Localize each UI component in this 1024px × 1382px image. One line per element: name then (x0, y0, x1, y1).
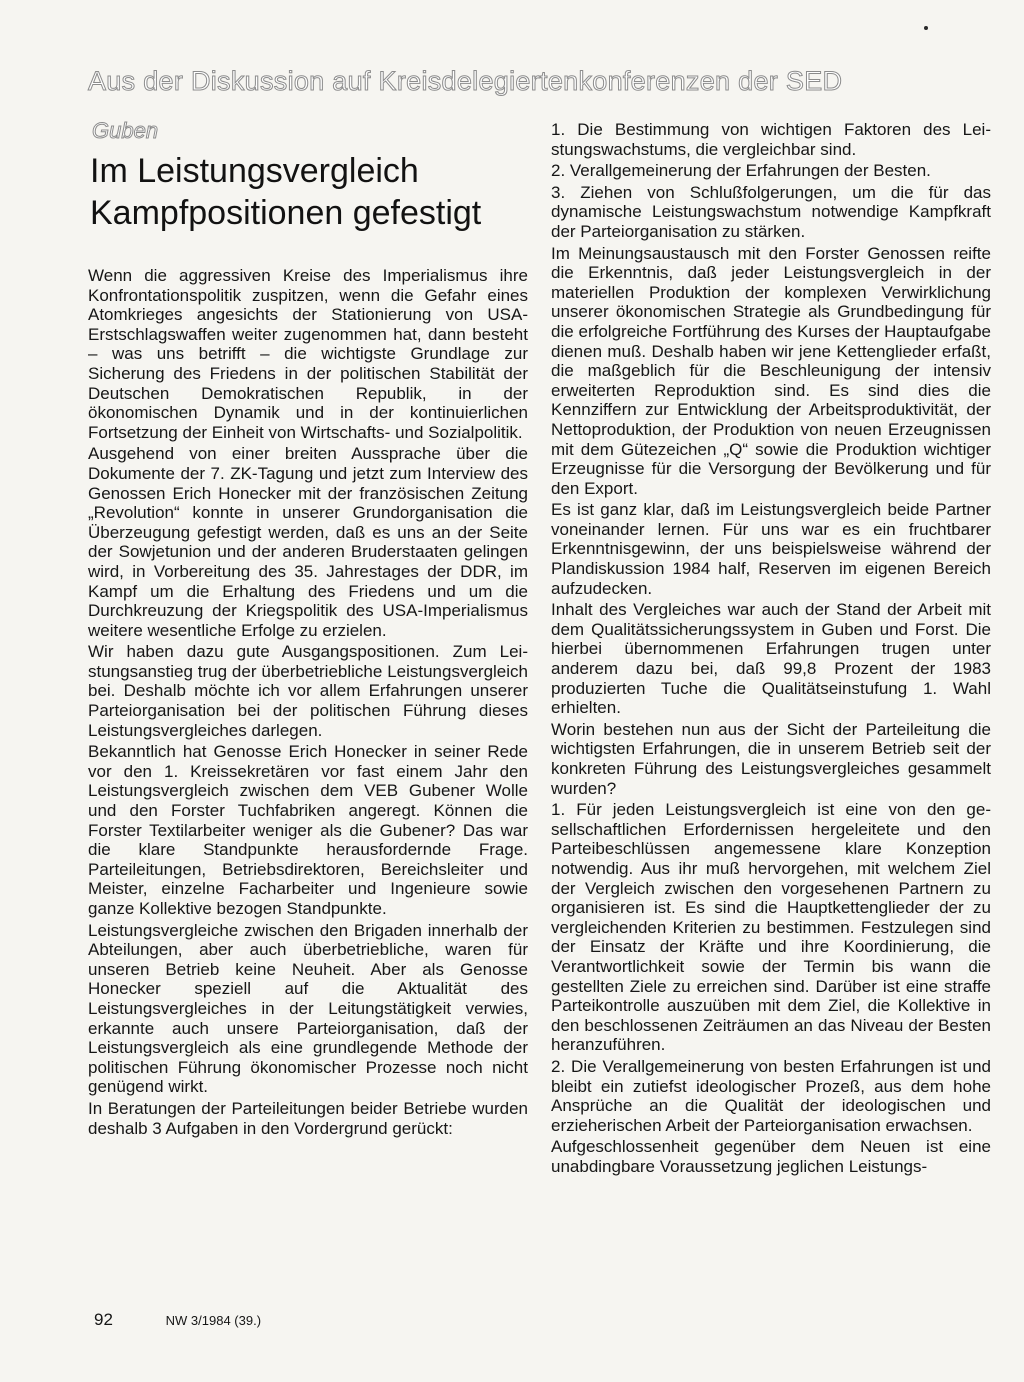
paragraph: Leistungsvergleiche zwischen den Brigaden innerhalb der Abteilungen, aber auch überbetriebliche, waren für unseren Betrieb keine Neuheit. Aber als Genosse Honecker speziell auf die Aktualität des Leistungsvergleiches in der Leitungstätigkeit verwies, erkannte auch unsere Parteiorganisation, daß der Leistungsvergleich als eine grundlegende Methode der politischen Führung ökonomischer Prozesse noch nicht genügend wirkt. (88, 920, 528, 1097)
list-item: 3. Ziehen von Schlußfolgerungen, um die für das dynamische Leistungswachstum notwendige Kampfkraft der Parteiorganisation zu stärken. (551, 182, 991, 241)
article-headline (90, 150, 540, 234)
headline-line-2: Kampfpositionen gefestigt (90, 194, 482, 232)
paragraph: Worin bestehen nun aus der Sicht der Parteileitung die wichtigsten Erfahrungen, die in unserem Betrieb seit der konkreten Führung des Leistungsvergleiches gesammelt wurden? (551, 719, 991, 798)
list-item: 2. Verallgemeinerung der Erfahrungen der Besten. (551, 161, 931, 181)
issue-reference: NW 3/1984 (39.) (165, 1313, 262, 1328)
paragraph: Inhalt des Vergleiches war auch der Stand der Arbeit mit dem Qualitätssicherungssystem in Guben und Forst. Die hierbei übernommenen Erfahrungen trugen unter anderem dazu bei, daß 99,8 Prozent der 1983 produzierten Tuche die Qualitätseinstufung 1. Wahl erhielten. (551, 600, 991, 718)
dateline-city: Guben (92, 118, 159, 143)
page-footer (94, 1310, 261, 1330)
list-item: 1. Die Bestimmung von wichtigen Faktoren des Leistungswachstums, die vergleichbar sind. (551, 120, 991, 159)
section-kicker: Aus der Diskussion auf Kreisdelegiertenkonferenzen der SED (88, 66, 843, 96)
left-text-column (88, 266, 528, 1140)
page-number: 92 (94, 1310, 113, 1329)
paragraph: Aufgeschlossenheit gegenüber dem Neuen ist eine unabdingbare Voraussetzung jeglichen Leistungs- (551, 1137, 991, 1176)
paragraph: Ausgehend von einer breiten Aussprache über die Dokumente der 7. ZK-Tagung und jetzt zum Interview des Genossen Erich Honecker mit der französischen Zeitung „Revolution“ konnte in unserer Grundorganisation die Überzeugung gefestigt werden, daß es uns an der Seite der Sowjetunion und der anderen Bruderstaaten gelingen wird, in Vorbereitung des 35. Jahrestages der DDR, im Kampf um die Erhaltung des Friedens und um die Durchkreuzung der Kriegspolitik des USA-Imperialismus weitere wesentliche Erfolge zu erzielen. (88, 444, 528, 640)
print-speck (924, 26, 928, 30)
paragraph: Wir haben dazu gute Ausgangspositionen. Zum Leistungsanstieg trug der überbetriebliche Leistungsvergleich bei. Deshalb möchte ich vor allem Erfahrungen unserer Parteiorganisation bei der politischen Führung dieses Leistungsvergleiches darlegen. (88, 642, 528, 740)
paragraph: Es ist ganz klar, daß im Leistungsvergleich beide Partner voneinander lernen. Für uns war es ein fruchtbarer Erkenntnisgewinn, der uns beispielsweise während der Plandiskussion 1984 half, Reserven im eigenen Bereich aufzudecken. (551, 500, 991, 598)
paragraph: Bekanntlich hat Genosse Erich Honecker in seiner Rede vor den 1. Kreissekretären vor fast einem Jahr den Leistungsvergleich zwischen dem VEB Gubener Wolle und den Forster Tuchfabriken angeregt. Können die Forster Textilarbeiter weniger als die Gubener? Das war die klare Standpunkte herausfordernde Frage. Parteileitungen, Betriebsdirektoren, Bereichsleiter und Meister, einzelne Facharbeiter und Ingenieure sowie ganze Kollektive bezogen Standpunkte. (88, 742, 528, 918)
paragraph: Im Meinungsaustausch mit den Forster Genossen reifte die Erkenntnis, daß jeder Leistungsvergleich in der materiellen Produktion der komplexen Verwirklichung unserer ökonomischen Strategie als Grundbedingung für die erfolgreiche Fortführung des Kurses der Hauptaufgabe dienen muß. Deshalb haben wir jene Kettenglieder erfaßt, die maßgeblich für die Beschleunigung der intensiv erweiterten Reproduktion sind. Es sind dies die Kennziffern zur Entwicklung der Arbeitsproduktivität, der Nettoproduktion, der Produktion von neuen Erzeugnissen mit dem Gütezeichen „Q“ sowie die Produktion wichtiger Erzeugnisse für die Versorgung der Bevölkerung und für den Export. (551, 243, 991, 498)
list-item: 1. Für jeden Leistungsvergleich ist eine von den gesellschaftlichen Erfordernissen hergeleitete und den Parteibeschlüssen angemessene klare Konzeption notwendig. Aus ihr muß hervorgehen, mit welchem Ziel der Vergleich zwischen den vorgesehenen Partnern zu organisieren ist. Es sind die Hauptkettenglieder der zu vergleichenden Kriterien zu bestimmen. Festzulegen sind der Einsatz der Kräfte und ihre Koordinierung, die Verantwortlichkeit sowie der Termin bis wann die gestellten Ziele zu erreichen sind. Darüber ist eine straffe Parteikontrolle auszuüben mit dem Ziel, die Kollektive in den beschlossenen Zeiträumen an das Niveau der Besten heranzuführen. (551, 800, 991, 1055)
paragraph: In Beratungen der Parteileitungen beider Betriebe wurden deshalb 3 Aufgaben in den Vordergrund gerückt: (88, 1098, 528, 1138)
headline-line-1: Im Leistungsvergleich (90, 152, 419, 190)
right-text-column (551, 120, 991, 1178)
paragraph: Wenn die aggressiven Kreise des Imperialismus ihre Konfrontationspolitik zuspitzen, wenn die Gefahr eines Atomkrieges angesichts der Stationierung von USA-Erstschlagswaffen weiter zugenommen hat, dann besteht – was uns betrifft – die wichtigste Grundlage zur Sicherung des Friedens in der politischen Stabilität der Deutschen Demokratischen Republik, in der ökonomischen Dynamik und in der kontinuierlichen Fortsetzung der Einheit von Wirtschafts- und Sozialpolitik. (88, 266, 528, 442)
list-item: 2. Die Verallgemeinerung von besten Erfahrungen ist und bleibt ein zutiefst ideologischer Prozeß, aus dem hohe Ansprüche an die Qualität der ideologischen und erzieherischen Arbeit der Parteiorganisation erwachsen. (551, 1056, 991, 1135)
